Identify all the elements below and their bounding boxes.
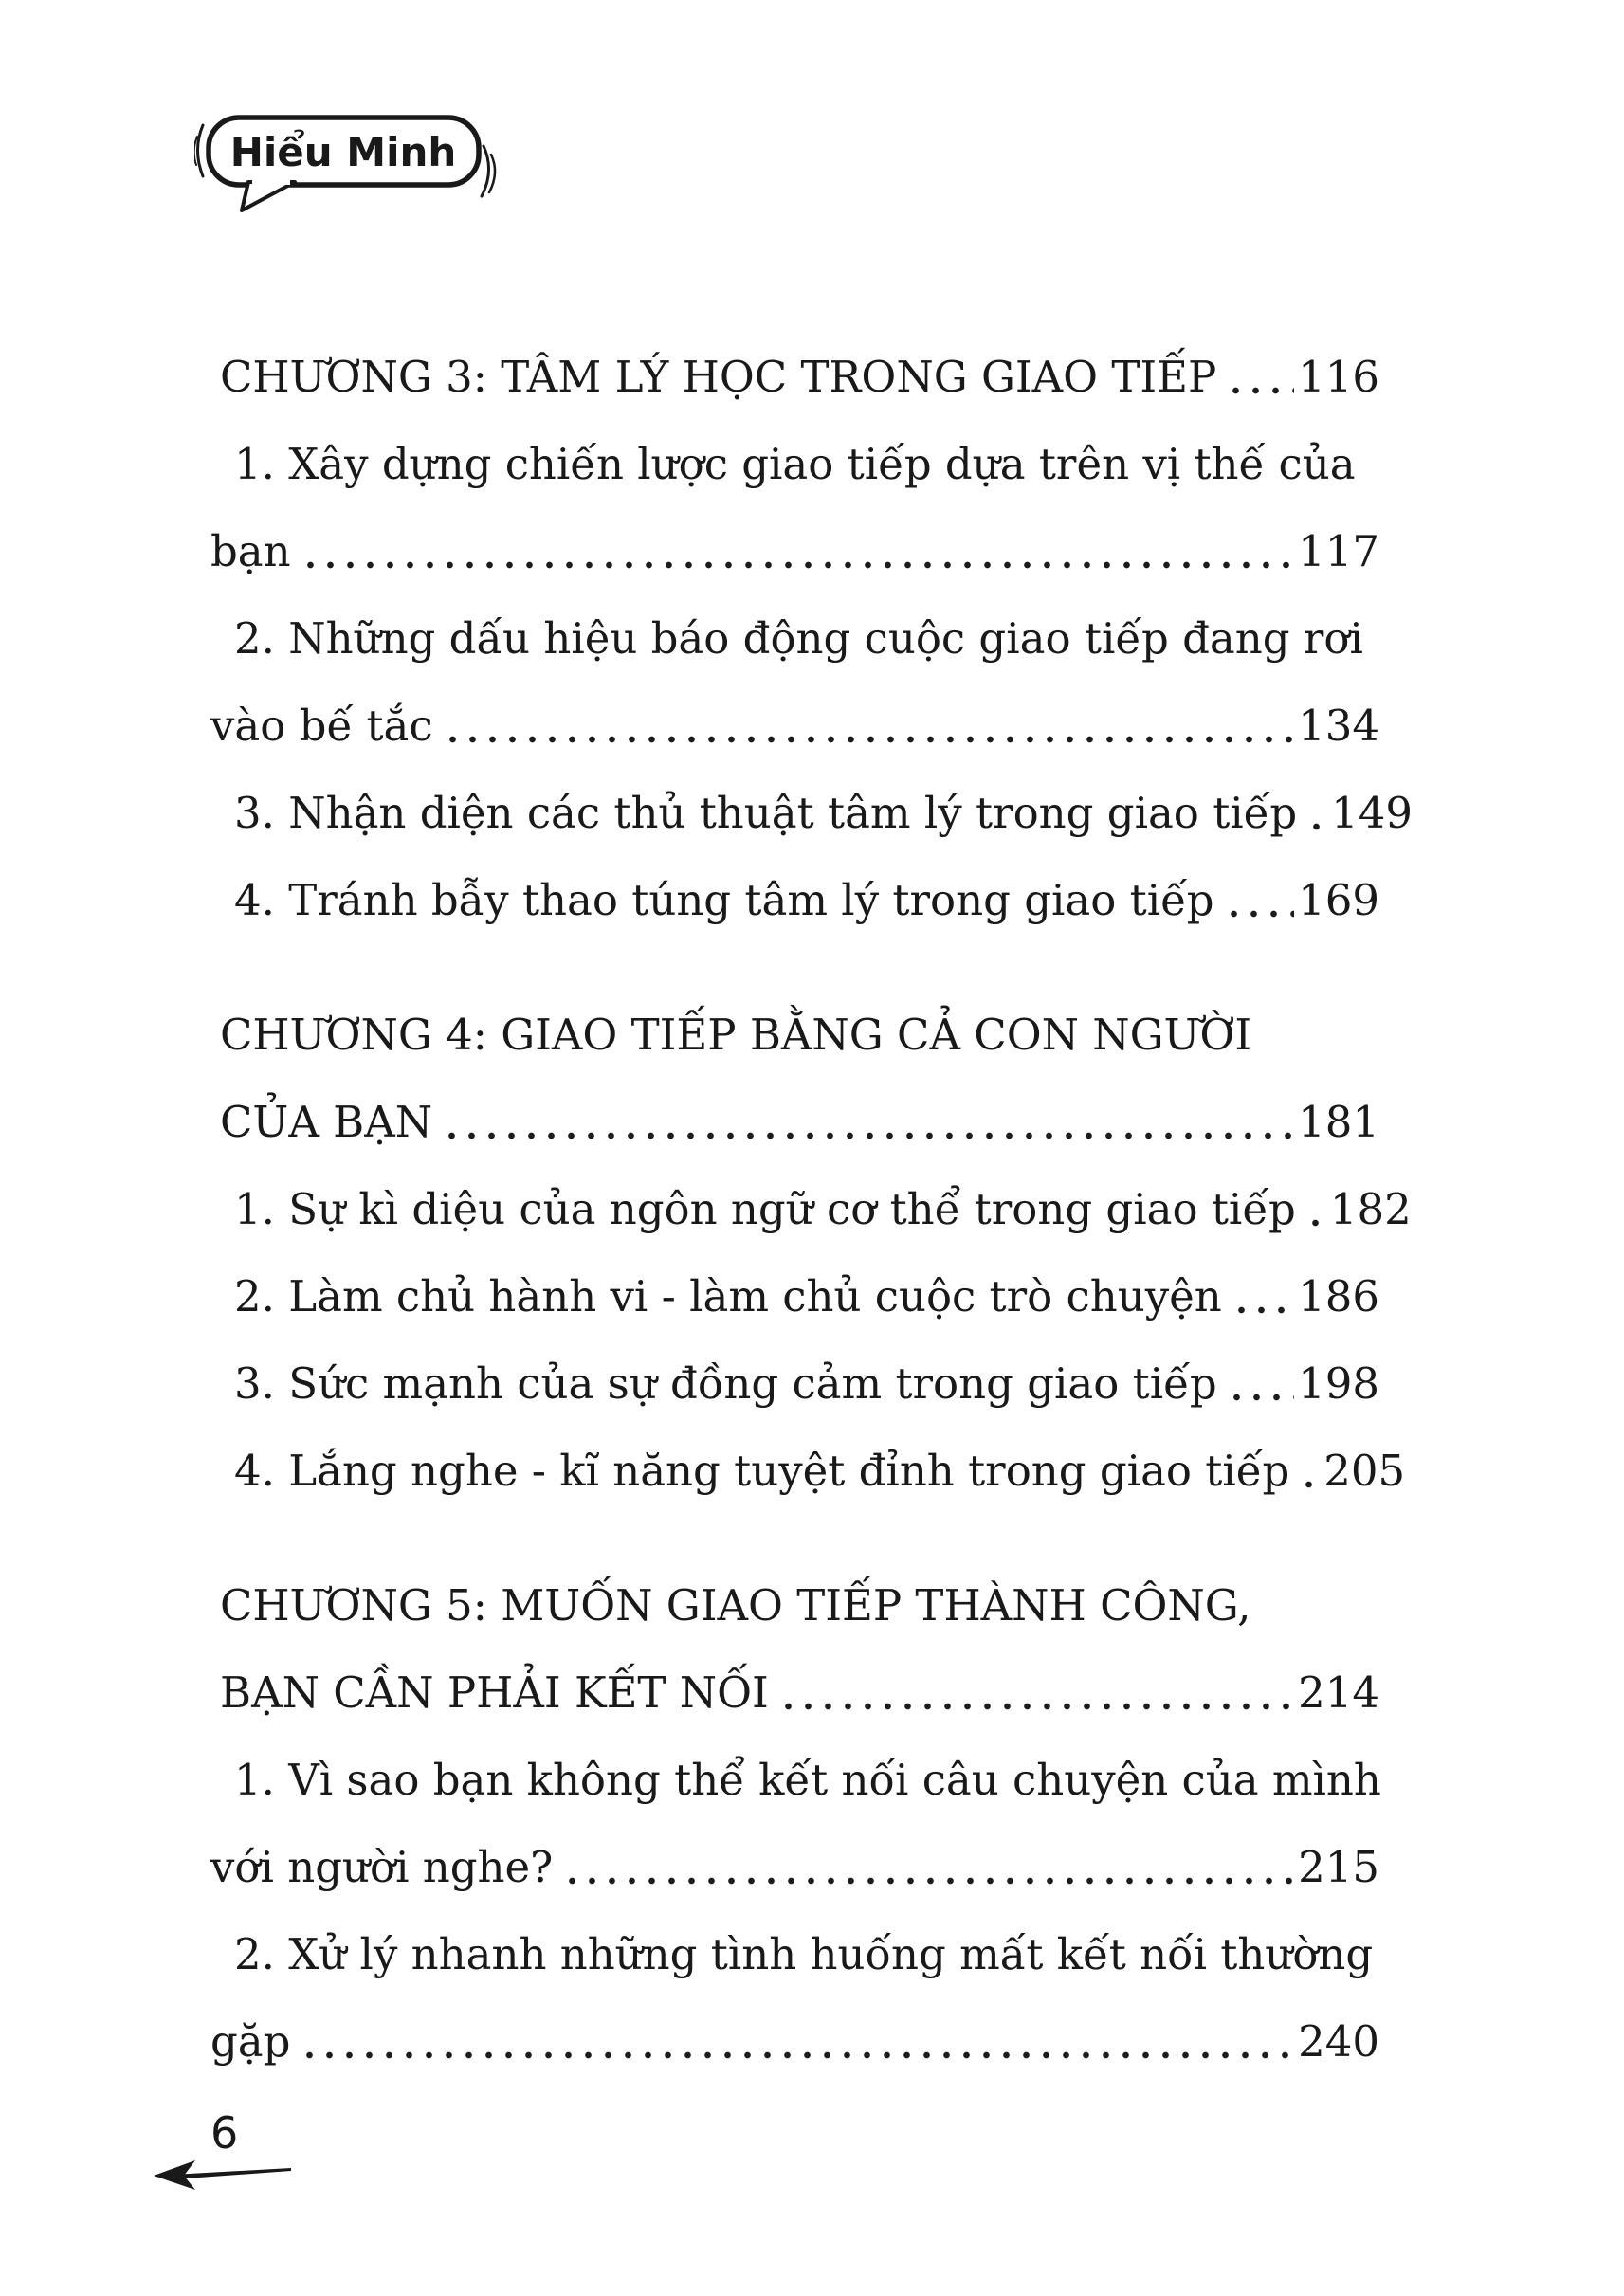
toc-entry-line	[210, 1340, 1379, 1428]
toc-page-number: 186	[1298, 1271, 1379, 1321]
toc-page-number: 134	[1298, 701, 1379, 751]
toc-page-number: 198	[1298, 1358, 1379, 1409]
toc-item-text: 1. Vì sao bạn không thể kết nối câu chuyện của mình	[234, 1755, 1381, 1805]
toc-entry-line	[210, 857, 1379, 944]
toc-page-number: 117	[1298, 526, 1379, 576]
toc-entry-line	[210, 1911, 1379, 1998]
dotted-leader	[1227, 1394, 1294, 1401]
toc-item-text: 1. Xây dựng chiến lược giao tiếp dựa trên vị thế của	[234, 439, 1356, 489]
logo-text: Hiểu Minh	[229, 129, 457, 175]
toc-page-number: 169	[1298, 875, 1379, 925]
toc-item-text: 3. Nhận diện các thủ thuật tâm lý trong giao tiếp	[234, 788, 1298, 838]
table-of-contents	[0, 334, 1624, 2086]
toc-heading-text: CHƯƠNG 3: TÂM LÝ HỌC TRONG GIAO TIẾP	[220, 352, 1217, 402]
toc-entry-line	[210, 1737, 1379, 1824]
dotted-leader	[1224, 910, 1295, 918]
toc-item-text: 2. Những dấu hiệu báo động cuộc giao tiếp đang rơi	[234, 613, 1363, 664]
toc-entry-line	[210, 1428, 1406, 1515]
toc-entry-line	[210, 1253, 1379, 1340]
toc-item-text: gặp	[210, 2016, 291, 2067]
toc-item-text: 4. Lắng nghe - kĩ năng tuyệt đỉnh trong giao tiếp	[234, 1446, 1290, 1496]
toc-page-number: 215	[1298, 1842, 1379, 1892]
dotted-leader	[1305, 1219, 1326, 1227]
page-number: 6	[210, 2107, 239, 2159]
toc-entry-line	[210, 770, 1414, 857]
toc-item-text: 2. Làm chủ hành vi - làm chủ cuộc trò chuyện	[234, 1271, 1222, 1321]
dotted-leader	[562, 1877, 1294, 1885]
dotted-leader	[1226, 387, 1294, 394]
dotted-leader	[442, 1132, 1294, 1139]
toc-entry-line	[210, 421, 1379, 508]
toc-item-text: vào bế tắc	[210, 701, 433, 751]
speech-bubble-icon	[194, 106, 507, 229]
toc-entry-line	[210, 1166, 1412, 1253]
toc-entry-line	[210, 595, 1379, 683]
toc-heading	[210, 992, 1379, 1079]
toc-item-text: 1. Sự kì diệu của ngôn ngữ cơ thể trong giao tiếp	[234, 1184, 1296, 1234]
toc-heading	[210, 334, 1379, 421]
toc-page-number: 214	[1298, 1667, 1379, 1718]
toc-heading	[210, 1649, 1379, 1737]
dotted-leader	[778, 1703, 1294, 1710]
toc-entry-line	[210, 508, 1379, 595]
dotted-leader	[1232, 1306, 1294, 1314]
dotted-leader	[443, 736, 1295, 743]
toc-page-number: 149	[1331, 788, 1414, 838]
toc-item-text: bạn	[210, 526, 291, 576]
toc-heading-text: BẠN CẦN PHẢI KẾT NỐI	[220, 1667, 769, 1718]
toc-heading-text: CỦA BẠN	[220, 1097, 433, 1147]
toc-item-text: với người nghe?	[210, 1842, 554, 1892]
toc-entry-line	[210, 683, 1379, 770]
toc-page-number: 181	[1298, 1097, 1379, 1147]
page-footer	[152, 2107, 313, 2196]
dotted-leader	[300, 2051, 1294, 2059]
toc-item-text: 2. Xử lý nhanh những tình huống mất kết nối thường	[234, 1929, 1374, 1979]
toc-entry-line	[210, 1998, 1379, 2086]
dotted-leader	[1306, 823, 1327, 830]
toc-page-number: 240	[1298, 2016, 1379, 2067]
toc-page-number: 116	[1298, 352, 1379, 402]
toc-page-number: 205	[1323, 1446, 1406, 1496]
arrow-left-icon	[152, 2156, 294, 2196]
toc-item-text: 3. Sức mạnh của sự đồng cảm trong giao tiếp	[234, 1358, 1217, 1409]
toc-item-text: 4. Tránh bẫy thao túng tâm lý trong giao tiếp	[234, 875, 1214, 925]
toc-heading-text: CHƯƠNG 5: MUỐN GIAO TIẾP THÀNH CÔNG,	[220, 1580, 1251, 1631]
toc-page-number: 182	[1329, 1184, 1412, 1234]
toc-heading-text: CHƯƠNG 4: GIAO TIẾP BẰNG CẢ CON NGƯỜI	[220, 1010, 1252, 1060]
toc-heading	[210, 1079, 1379, 1166]
dotted-leader	[301, 561, 1294, 569]
toc-heading	[210, 1562, 1379, 1649]
brand-logo	[194, 106, 507, 229]
toc-entry-line	[210, 1824, 1379, 1911]
dotted-leader	[1299, 1481, 1320, 1488]
